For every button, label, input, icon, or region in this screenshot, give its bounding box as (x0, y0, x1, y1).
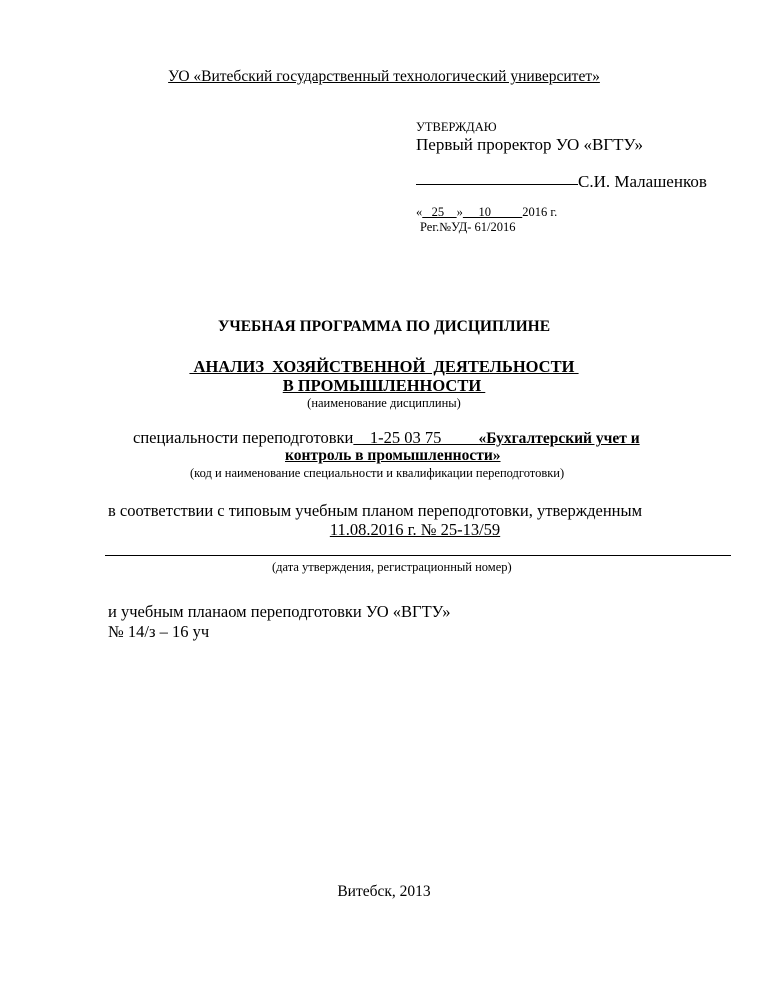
specialty-code: 1-25 03 75 (353, 428, 479, 447)
approval-label: УТВЕРЖДАЮ (416, 120, 497, 134)
divider-line (105, 555, 731, 556)
discipline-name-line2: В ПРОМЫШЛЕННОСТИ (282, 376, 486, 395)
approval-date (416, 205, 557, 220)
date-close-quote: » (456, 205, 463, 219)
specialty-line (133, 428, 640, 448)
edu-plan-text: и учебным планаом переподготовки УО «ВГТУ» (108, 602, 451, 621)
signature-line (416, 172, 707, 192)
date-day: 25 (422, 205, 457, 219)
approval-title: Первый проректор УО «ВГТУ» (416, 135, 643, 154)
date-month: 10 (462, 205, 523, 219)
registration-number: Рег.№УД- 61/2016 (420, 220, 516, 234)
discipline-caption: (наименование дисциплины) (307, 396, 461, 410)
standard-plan-text: в соответствии с типовым учебным планом переподготовки, утвержденным (108, 501, 643, 520)
standard-plan-date-number: 11.08.2016 г. № 25-13/59 (329, 520, 501, 539)
standard-plan-caption: (дата утверждения, регистрационный номер) (272, 560, 512, 574)
university-name: УО «Витебский государственный технологический университет» (168, 68, 600, 85)
specialty-name-line1: «Бухгалтерский учет и (478, 430, 640, 447)
program-title: УЧЕБНАЯ ПРОГРАММА ПО ДИСЦИПЛИНЕ (217, 318, 551, 335)
date-year: 2016 г. (522, 205, 558, 219)
city-year: Витебск, 2013 (337, 883, 431, 900)
signer-name: С.И. Малашенков (578, 172, 707, 191)
edu-plan-number: № 14/з – 16 уч (108, 622, 210, 641)
specialty-caption: (код и наименование специальности и квалификации переподготовки) (190, 466, 565, 480)
discipline-name-line1: АНАЛИЗ ХОЗЯЙСТВЕННОЙ ДЕЯТЕЛЬНОСТИ (189, 357, 579, 376)
specialty-name-line2: контроль в промышленности» (285, 447, 501, 464)
date-open-quote: « (416, 205, 423, 219)
specialty-prefix: специальности переподготовки (133, 428, 354, 447)
signature-blank (416, 183, 578, 185)
